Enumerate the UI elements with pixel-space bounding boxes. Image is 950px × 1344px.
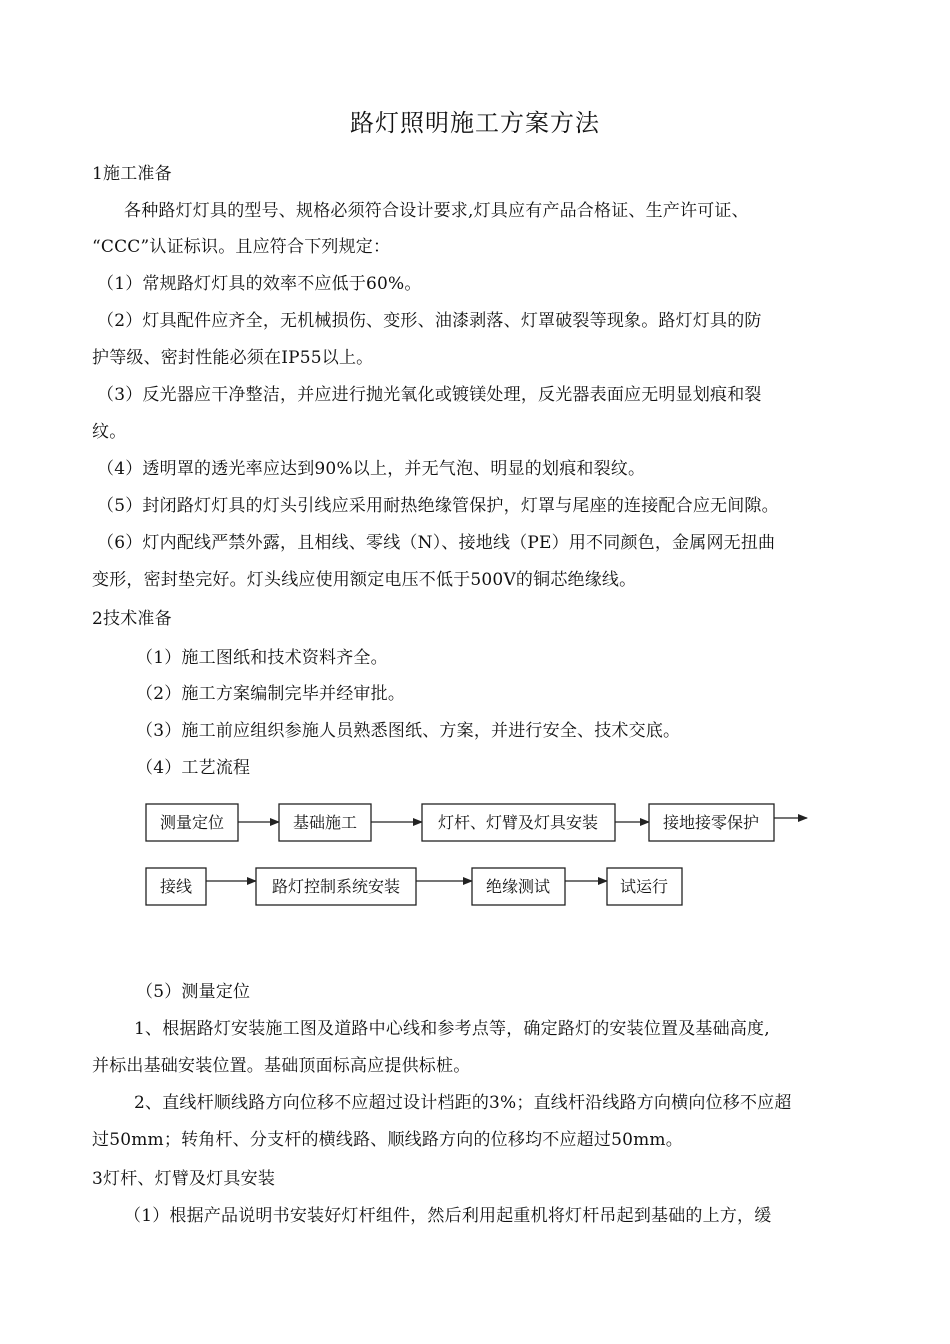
process-flowchart: [0, 790, 950, 920]
list-item: （1）常规路灯灯具的效率不应低于60%。: [97, 274, 422, 294]
list-item: （5）测量定位: [136, 982, 251, 1002]
list-item-continuation: 变形，密封垫完好。灯头线应使用额定电压不低于500V的铜芯绝缘线。: [92, 570, 637, 590]
list-item: （1）根据产品说明书安装好灯杆组件，然后利用起重机将灯杆吊起到基础的上方，缓: [124, 1206, 772, 1226]
list-item-continuation: 护等级、密封性能必须在IP55以上。: [92, 348, 374, 368]
list-item: （5）封闭路灯灯具的灯头引线应采用耐热绝缘管保护，灯罩与尾座的连接配合应无间隙。: [97, 496, 779, 516]
flow-step-trial-run: [607, 868, 682, 905]
flow-step-pole-installation: [422, 804, 615, 841]
list-item: （3）施工前应组织参施人员熟悉图纸、方案，并进行安全、技术交底。: [136, 721, 681, 741]
flow-step-label: 绝缘测试: [485, 877, 551, 896]
list-item-continuation: 纹。: [92, 422, 127, 442]
paragraph-line: 并标出基础安装位置。基础顶面标高应提供标桩。: [92, 1056, 471, 1076]
flow-step-label: 路灯控制系统安装: [271, 877, 401, 896]
flow-step-wiring: [146, 868, 206, 905]
flow-step-label: 灯杆、灯臂及灯具安装: [437, 813, 599, 832]
flow-step-label: 试运行: [619, 877, 669, 896]
list-item: （6）灯内配线严禁外露，且相线、零线（N）、接地线（PE）用不同颜色，金属网无扭曲: [97, 533, 776, 553]
flow-step-grounding: [649, 804, 774, 841]
section-heading-2: 2技术准备: [92, 609, 172, 629]
flow-step-survey: [146, 804, 238, 841]
flow-step-label: 接线: [159, 877, 193, 896]
list-item: （2）施工方案编制完毕并经审批。: [136, 684, 406, 704]
list-item: （1）施工图纸和技术资料齐全。: [136, 648, 388, 668]
flow-step-control-system: [256, 868, 416, 905]
flow-step-insulation-test: [472, 868, 565, 905]
paragraph-line: 2、直线杆顺线路方向位移不应超过设计档距的3%；直线杆沿线路方向横向位移不应超: [134, 1093, 792, 1113]
paragraph-line: “CCC”认证标识。且应符合下列规定：: [92, 237, 391, 257]
section-heading-1: 1施工准备: [92, 164, 172, 184]
flow-step-label: 接地接零保护: [662, 813, 760, 832]
paragraph-line: 各种路灯灯具的型号、规格必须符合设计要求,灯具应有产品合格证、生产许可证、: [124, 201, 749, 221]
list-item: （4）工艺流程: [136, 758, 251, 778]
flow-step-label: 测量定位: [159, 813, 225, 832]
list-item: （4）透明罩的透光率应达到90%以上，并无气泡、明显的划痕和裂纹。: [97, 459, 646, 479]
flow-step-foundation: [279, 804, 371, 841]
page-title: 路灯照明施工方案方法: [350, 109, 600, 137]
list-item: （3）反光器应干净整洁，并应进行抛光氧化或镀镁处理，反光器表面应无明显划痕和裂: [97, 385, 762, 405]
paragraph-line: 1、根据路灯安装施工图及道路中心线和参考点等，确定路灯的安装位置及基础高度,: [134, 1019, 770, 1039]
paragraph-line: 过50mm；转角杆、分支杆的横线路、顺线路方向的位移均不应超过50mm。: [92, 1130, 683, 1150]
section-heading-3: 3灯杆、灯臂及灯具安装: [92, 1169, 276, 1189]
list-item: （2）灯具配件应齐全，无机械损伤、变形、油漆剥落、灯罩破裂等现象。路灯灯具的防: [97, 311, 762, 331]
flow-step-label: 基础施工: [292, 813, 358, 832]
